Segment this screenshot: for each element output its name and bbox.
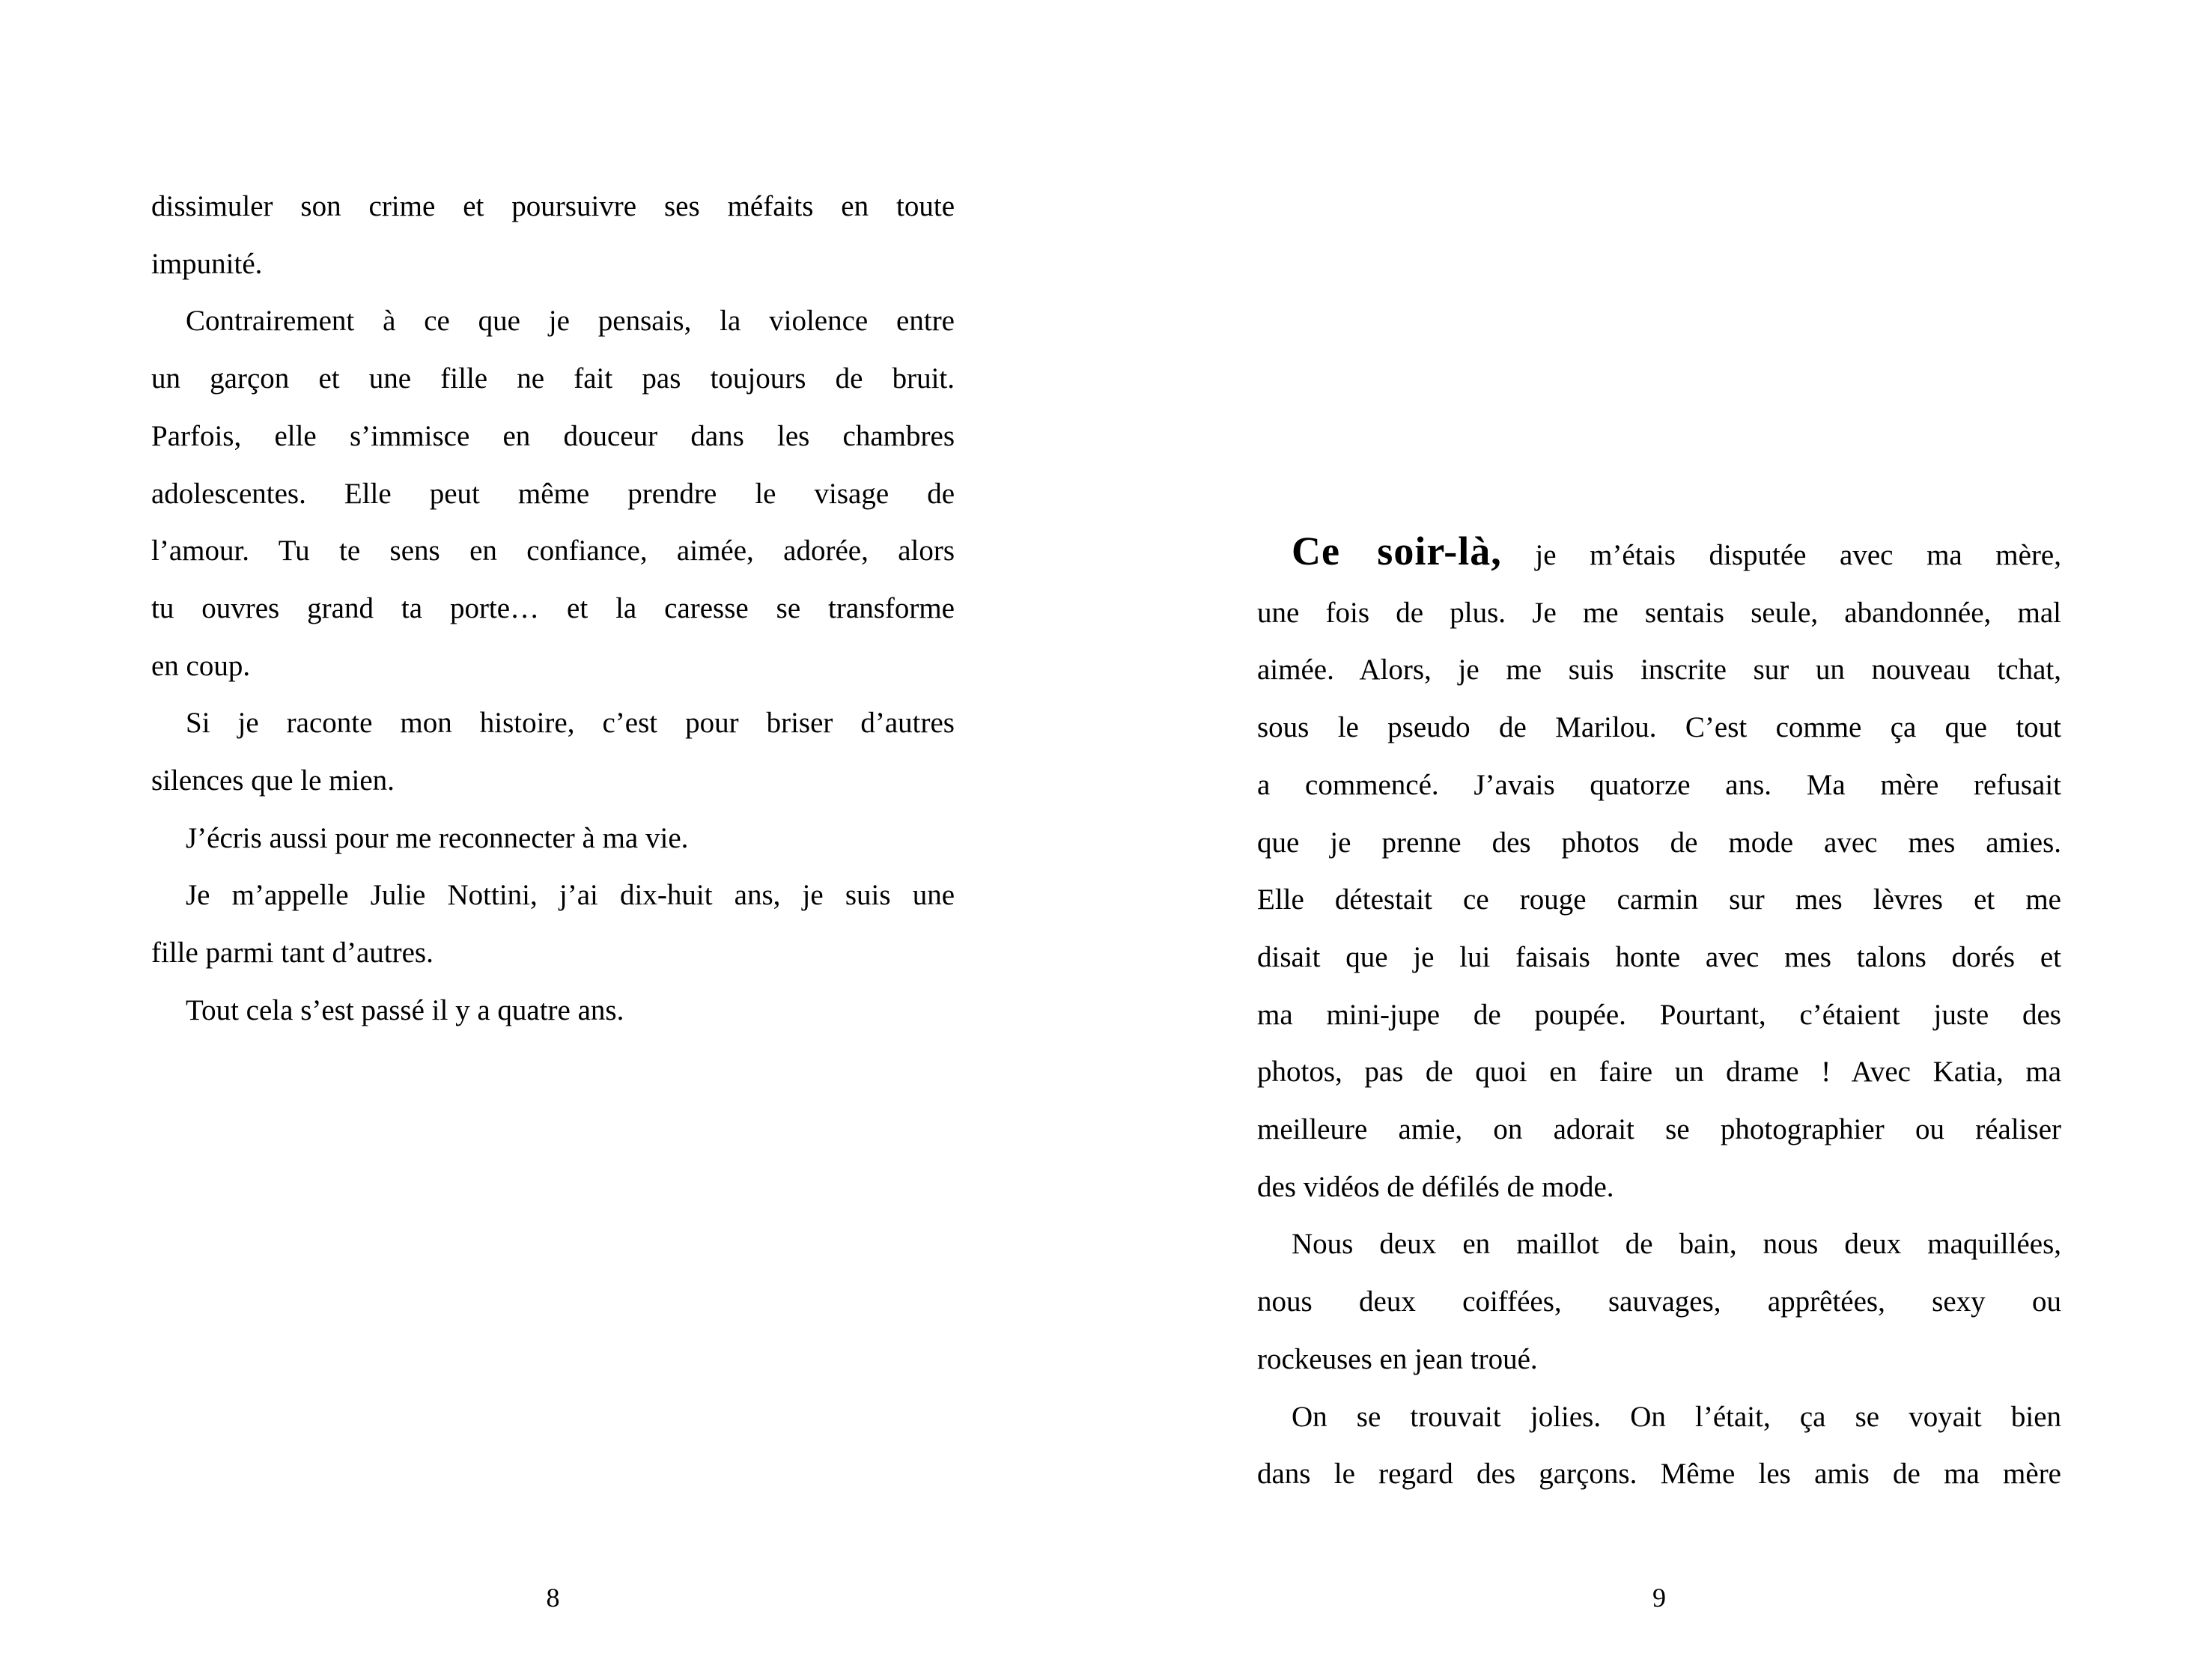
text-line: un garçon et une fille ne fait pas toujours de bruit.	[151, 362, 955, 395]
page-number-right: 9	[1652, 1583, 1666, 1613]
text-line: Contrairement à ce que je pensais, la violence entre	[186, 305, 955, 338]
text-line: en coup.	[151, 649, 251, 682]
text-line: On se trouvait jolies. On l’était, ça se voyait bien	[1292, 1400, 2061, 1433]
text-line: J’écris aussi pour me reconnecter à ma vie.	[186, 821, 689, 854]
text-line: adolescentes. Elle peut même prendre le visage de	[151, 477, 955, 510]
text-line: dans le regard des garçons. Même les amis de ma mère	[1257, 1458, 2061, 1491]
text-line: impunité.	[151, 247, 263, 280]
text-line: a commencé. J’avais quatorze ans. Ma mère refusait	[1257, 768, 2061, 801]
text-line: Tout cela s’est passé il y a quatre ans.	[186, 993, 624, 1026]
text-line: fille parmi tant d’autres.	[151, 937, 434, 970]
page-number-left: 8	[546, 1583, 560, 1613]
text-line: dissimuler son crime et poursuivre ses méfaits en toute	[151, 190, 955, 222]
text-line: une fois de plus. Je me sentais seule, abandonnée, mal	[1257, 596, 2061, 629]
text-line: rockeuses en jean troué.	[1257, 1342, 1538, 1375]
text-line: sous le pseudo de Marilou. C’est comme ça que tout	[1257, 711, 2061, 744]
text-line: silences que le mien.	[151, 764, 395, 797]
text-line: tu ouvres grand ta porte… et la caresse se transforme	[151, 591, 955, 624]
text-line: disait que je lui faisais honte avec mes talons dorés et	[1257, 940, 2061, 973]
text-line: nous deux coiffées, sauvages, apprêtées, sexy ou	[1257, 1285, 2061, 1318]
text-line: Je m’appelle Julie Nottini, j’ai dix-huit ans, je suis une	[186, 879, 955, 912]
text-line: Si je raconte mon histoire, c’est pour briser d’autres	[186, 707, 955, 740]
page-8-text-column	[151, 178, 955, 1040]
paragraph-opener-bold: Ce soir-là,	[1292, 529, 1502, 573]
text-line: meilleure amie, on adorait se photographier ou réaliser	[1257, 1113, 2061, 1146]
text-line: Parfois, elle s’immisce en douceur dans les chambres	[151, 419, 955, 452]
text-line: l’amour. Tu te sens en confiance, aimée, adorée, alors	[151, 535, 955, 567]
text-line: des vidéos de défilés de mode.	[1257, 1170, 1614, 1203]
text-line: ma mini-jupe de poupée. Pourtant, c’étaient juste des	[1257, 998, 2061, 1031]
text-line: Elle détestait ce rouge carmin sur mes lèvres et me	[1257, 883, 2061, 916]
page-9-text-column	[1257, 527, 2061, 1503]
text-line: Ce soir-là, je m’étais disputée avec ma mère,	[1292, 529, 2061, 573]
text-line: que je prenne des photos de mode avec mes amies.	[1257, 826, 2061, 859]
text-line: Nous deux en maillot de bain, nous deux maquillées,	[1292, 1228, 2061, 1261]
text-line: aimée. Alors, je me suis inscrite sur un nouveau tchat,	[1257, 654, 2061, 687]
text-line: photos, pas de quoi en faire un drame ! Avec Katia, ma	[1257, 1056, 2061, 1089]
